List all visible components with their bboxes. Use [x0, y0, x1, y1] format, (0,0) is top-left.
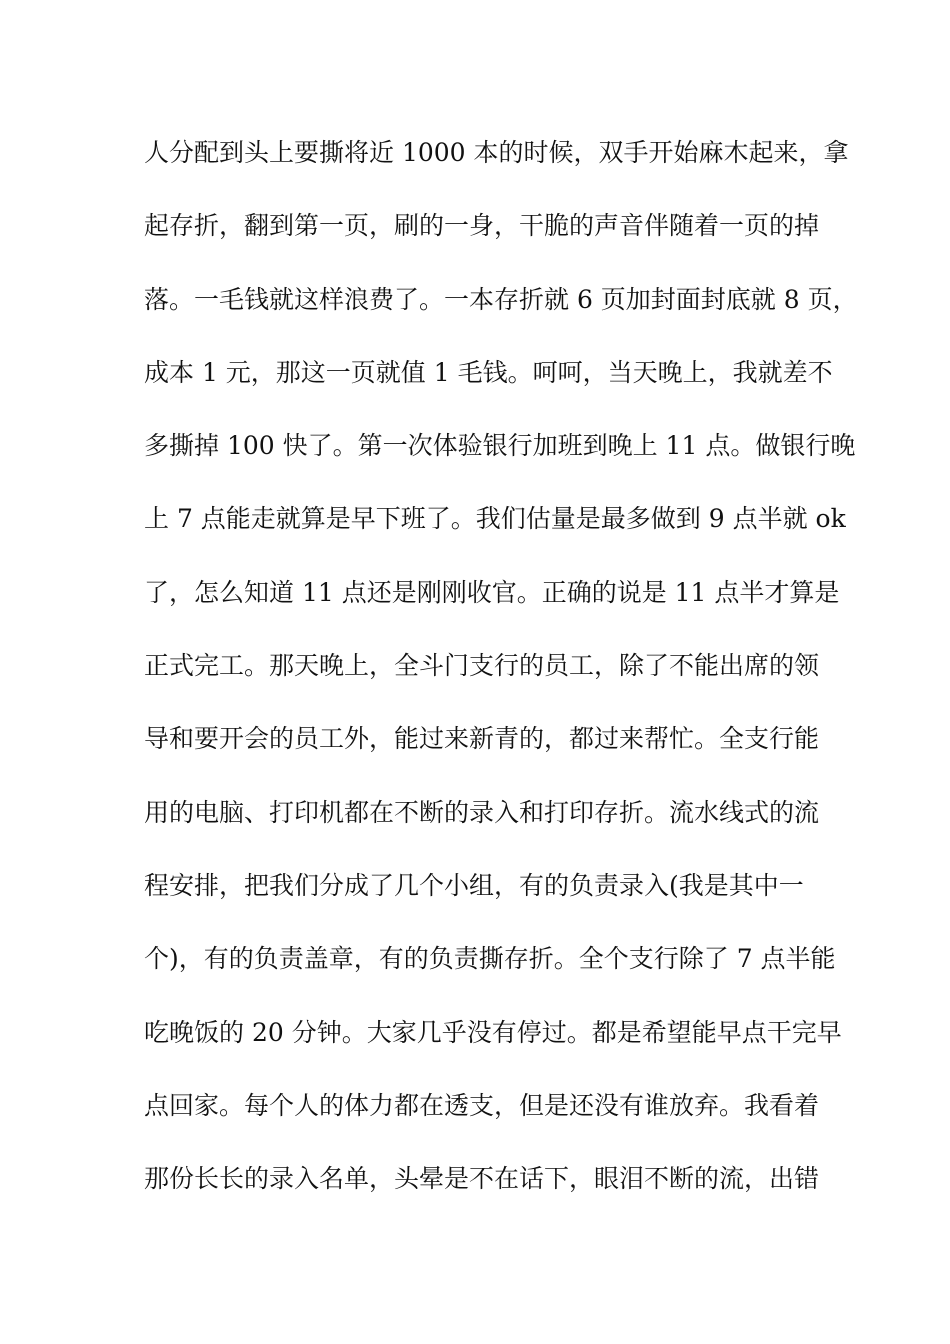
text-line: 用的电脑、打印机都在不断的录入和打印存折。流水线式的流: [144, 797, 820, 827]
body-text: [144, 128, 858, 1227]
text-line: 点回家。每个人的体力都在透支，但是还没有谁放弃。我看着: [144, 1090, 820, 1120]
text-line: 了，怎么知道 11 点还是刚刚收官。正确的说是 11 点半才算是: [144, 577, 840, 607]
text-line: 人分配到头上要撕将近 1000 本的时候，双手开始麻木起来，拿: [144, 138, 849, 167]
text-line: 导和要开会的员工外，能过来新青的，都过来帮忙。全支行能: [144, 724, 820, 754]
text-line: 个)，有的负责盖章，有的负责撕存折。全个支行除了 7 点半能: [144, 944, 836, 974]
text-line: 起存折，翻到第一页，刷的一身，干脆的声音伴随着一页的掉: [144, 211, 820, 241]
text-line: 落。一毛钱就这样浪费了。一本存折就 6 页加封面封底就 8 页，: [144, 284, 858, 314]
text-line: 程安排，把我们分成了几个小组，有的负责录入(我是其中一: [144, 870, 804, 900]
text-line: 成本 1 元，那这一页就值 1 毛钱。呵呵，当天晚上，我就差不: [144, 357, 833, 387]
text-line: 上 7 点能走就算是早下班了。我们估量是最多做到 9 点半就 ok: [144, 504, 846, 534]
text-line: 正式完工。那天晚上，全斗门支行的员工，除了不能出席的领: [144, 651, 820, 681]
text-line: 多撕掉 100 快了。第一次体验银行加班到晚上 11 点。做银行晚: [144, 431, 856, 461]
text-line: 吃晚饭的 20 分钟。大家几乎没有停过。都是希望能早点干完早: [144, 1017, 842, 1047]
text-line: 那份长长的录入名单，头晕是不在话下，眼泪不断的流，出错: [144, 1164, 820, 1194]
